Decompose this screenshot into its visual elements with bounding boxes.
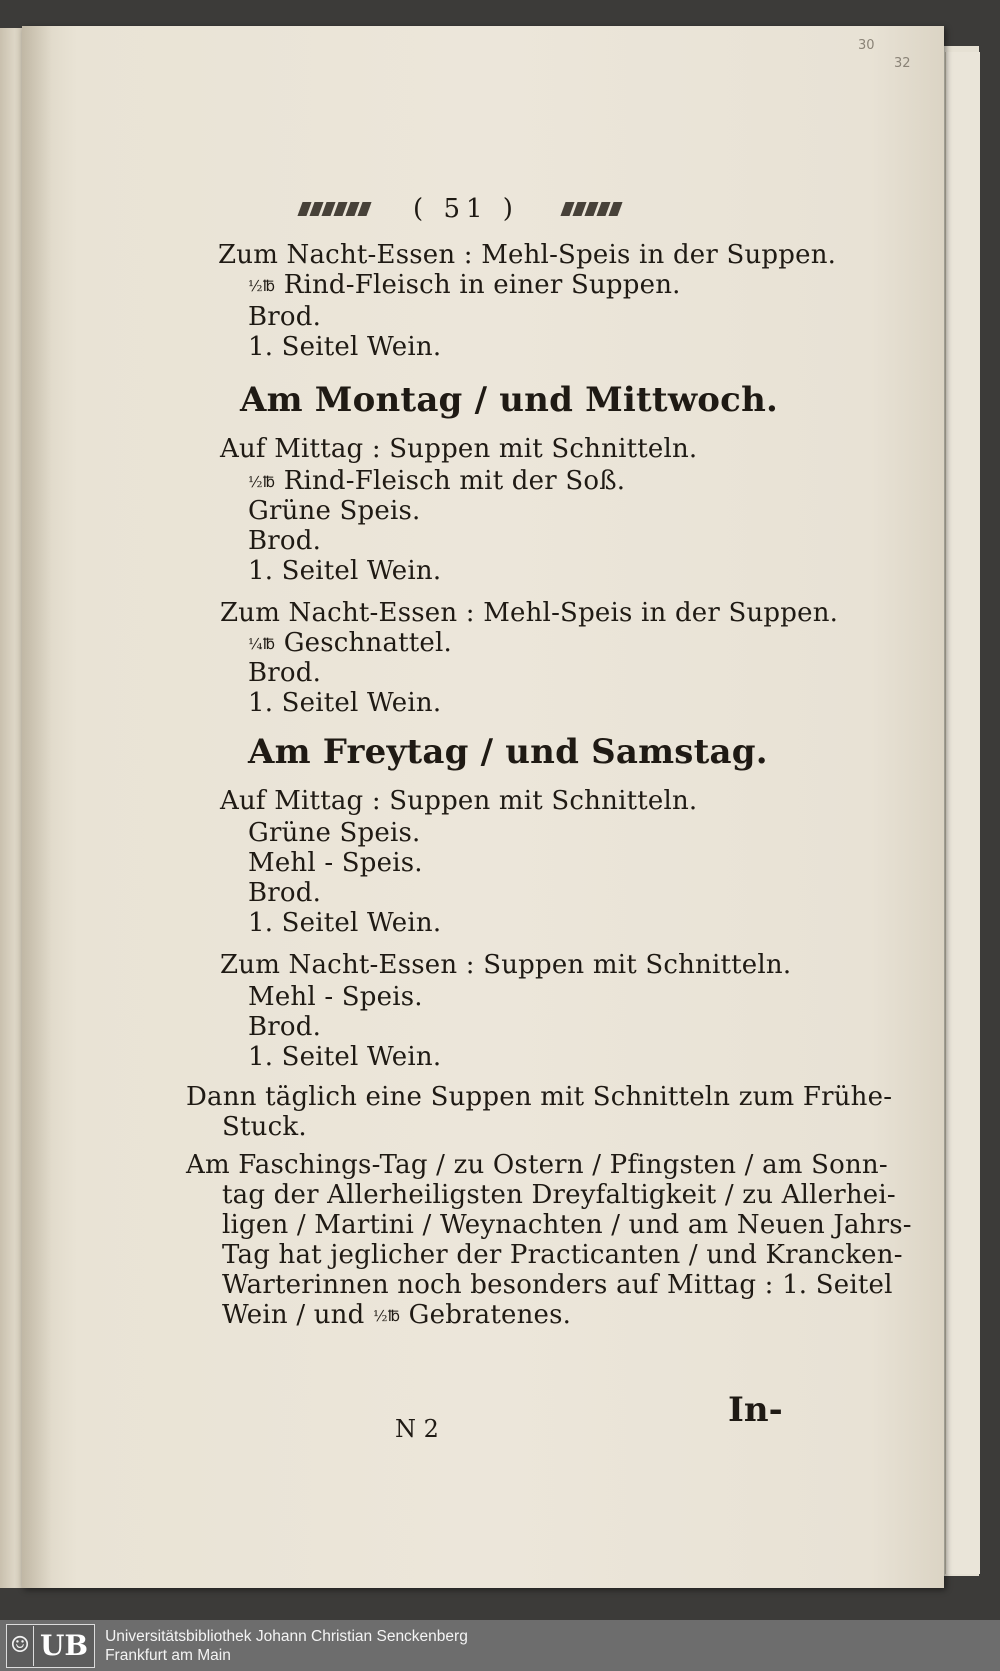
ornament-left-icon — [300, 202, 369, 216]
signature-mark: N 2 — [395, 1415, 439, 1443]
text-line: Am Faschings-Tag / zu Ostern / Pfingsten / am Sonn- — [186, 1150, 888, 1180]
text-line: Brod. — [248, 658, 322, 688]
text-line: Stuck. — [222, 1112, 307, 1142]
pound-fraction: ½℔ — [372, 1307, 401, 1325]
text-line: Zum Nacht-Essen : Mehl-Speis in der Suppen. — [218, 240, 837, 270]
pound-fraction: ½℔ — [248, 473, 276, 491]
page-stack-edge-inner — [945, 52, 980, 1574]
text-line: Auf Mittag : Suppen mit Schnitteln. — [220, 434, 698, 464]
text-line: Dann täglich eine Suppen mit Schnitteln zum Frühe- — [186, 1082, 893, 1112]
ornament-right-icon — [563, 202, 620, 216]
senckenberg-portrait-icon: ☺ — [7, 1626, 34, 1666]
running-header — [300, 192, 620, 226]
text-line: 1. Seitel Wein. — [248, 908, 442, 938]
text-line: Zum Nacht-Essen : Suppen mit Schnitteln. — [220, 950, 792, 980]
text-line: Brod. — [248, 302, 322, 332]
section-heading: Am Freytag / und Samstag. — [248, 732, 768, 772]
text-line: Tag hat jeglicher der Practicanten / und Krancken- — [222, 1240, 903, 1270]
text-line: tag der Allerheiligsten Dreyfaltigkeit / zu Allerhei- — [222, 1180, 896, 1210]
text-segment: Gebratenes. — [408, 1300, 572, 1330]
text-line: 1. Seitel Wein. — [248, 332, 442, 362]
text-line: Grüne Speis. — [248, 496, 421, 526]
text-line — [248, 466, 625, 496]
pound-fraction: ¼℔ — [248, 635, 276, 653]
library-name-line1: Universitätsbibliothek Johann Christian Senckenberg — [105, 1627, 468, 1645]
text-line: Zum Nacht-Essen : Mehl-Speis in der Suppen. — [220, 598, 839, 628]
text-line — [248, 628, 452, 658]
text-line: 1. Seitel Wein. — [248, 1042, 442, 1072]
library-name — [105, 1627, 468, 1665]
text-segment: Rind-Fleisch in einer Suppen. — [283, 270, 681, 300]
catchword: In- — [728, 1390, 783, 1430]
text-line — [248, 270, 681, 300]
text-line: Brod. — [248, 526, 322, 556]
text-segment: Geschnattel. — [283, 628, 453, 658]
text-segment: Wein / und — [222, 1300, 365, 1330]
text-line: 1. Seitel Wein. — [248, 556, 442, 586]
text-line: Mehl - Speis. — [248, 848, 423, 878]
text-line: Grüne Speis. — [248, 818, 421, 848]
text-line — [222, 1300, 571, 1330]
pencil-folio-30: 30 — [858, 38, 875, 53]
library-logo[interactable] — [6, 1624, 95, 1668]
library-footer — [0, 1620, 1000, 1671]
pencil-folio-32: 32 — [894, 56, 911, 71]
library-name-line2: Frankfurt am Main — [105, 1646, 231, 1664]
section-heading: Am Montag / und Mittwoch. — [240, 380, 779, 420]
page-number: ( 51 ) — [413, 194, 519, 224]
text-line: Mehl - Speis. — [248, 982, 423, 1012]
text-line: Auf Mittag : Suppen mit Schnitteln. — [220, 786, 698, 816]
pound-fraction: ½℔ — [248, 277, 276, 295]
text-line: 1. Seitel Wein. — [248, 688, 442, 718]
facing-page-edge — [0, 28, 24, 1588]
text-line: Warterinnen noch besonders auf Mittag : 1. Seitel — [222, 1270, 893, 1300]
text-line: Brod. — [248, 1012, 322, 1042]
page-gutter — [22, 26, 52, 1588]
text-line: ligen / Martini / Weynachten / und am Neuen Jahrs- — [222, 1210, 912, 1240]
text-segment: Rind-Fleisch mit der Soß. — [283, 466, 626, 496]
logo-text: UB — [40, 1629, 89, 1662]
text-line: Brod. — [248, 878, 322, 908]
